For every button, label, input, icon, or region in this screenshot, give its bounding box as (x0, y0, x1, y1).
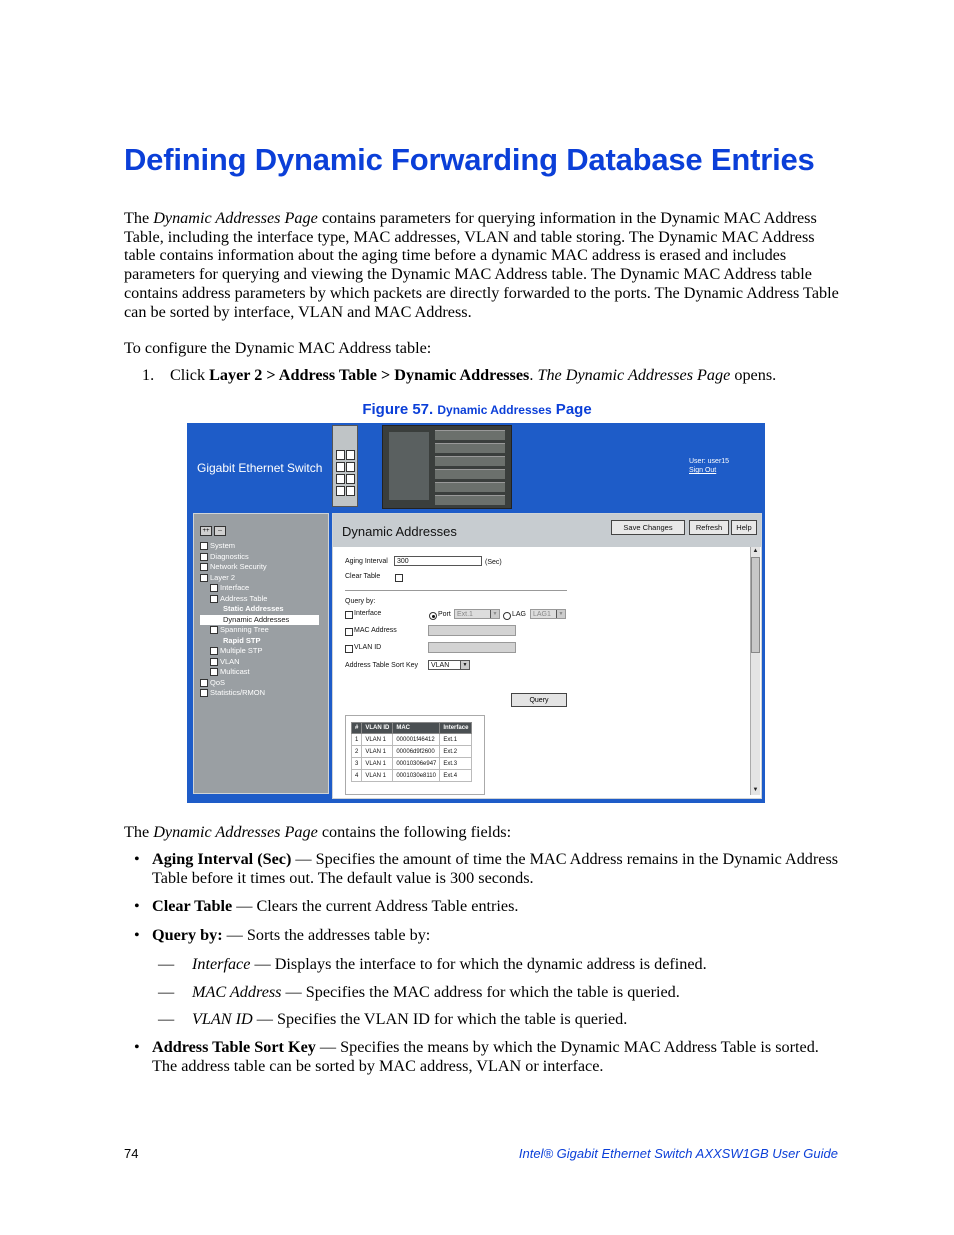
switch-brand: Gigabit Ethernet Switch (197, 461, 323, 475)
port-select[interactable]: Ext.1 ▼ (454, 609, 500, 619)
table-cell: 00010306e947 (393, 758, 440, 770)
tree-item-static-addresses[interactable]: Static Addresses (223, 604, 284, 613)
chassis-row (435, 469, 505, 479)
field-term: Clear Table (152, 897, 233, 916)
table-cell: 0001030e8110 (393, 770, 440, 782)
table-cell: Ext.1 (440, 734, 472, 746)
field-desc: — Sorts the addresses table by: (222, 926, 431, 945)
tree-item-statistics-rmon[interactable]: Statistics/RMON (200, 688, 319, 699)
minus-icon (200, 574, 208, 582)
field-list (124, 850, 844, 1085)
table-row (352, 734, 472, 746)
divider (345, 590, 567, 591)
vlan-id-checkbox[interactable] (345, 645, 353, 653)
step-1 (124, 366, 776, 385)
col-header: Interface (440, 723, 472, 734)
subfield-term: MAC Address (192, 982, 282, 1001)
tree-item-vlan[interactable]: VLAN (200, 657, 319, 668)
col-header: VLAN ID (362, 723, 393, 734)
subfield-term: VLAN ID (192, 1010, 253, 1029)
field-desc: — Specifies the means by which the Dynamic MAC Address Table is sorted. The address table can be sorted by MAC address, VLAN or interface. (152, 1037, 819, 1075)
port-icon (336, 462, 345, 472)
dynamic-addresses-screenshot (187, 423, 765, 803)
plus-icon (210, 647, 218, 655)
tree-item-dynamic-addresses[interactable]: Dynamic Addresses (200, 615, 319, 626)
intro-page-name: Dynamic Addresses Page (153, 209, 318, 227)
subfield-mac (124, 983, 844, 1002)
chassis-row (435, 495, 505, 505)
col-header: MAC (393, 723, 440, 734)
main-header (333, 514, 761, 547)
bullet-icon: • (134, 1037, 140, 1056)
caption-label: Figure 57. (362, 401, 438, 418)
sign-out-link[interactable]: Sign Out (689, 467, 717, 474)
tree-item-diagnostics[interactable]: Diagnostics (200, 552, 319, 563)
table-cell: Ext.3 (440, 758, 472, 770)
lag-select[interactable]: LAG1 ▼ (530, 609, 566, 619)
aging-unit: (Sec) (485, 559, 502, 566)
caption-name: Dynamic Addresses (437, 403, 552, 417)
tree-item-qos[interactable]: QoS (200, 678, 319, 689)
bullet-icon: • (134, 897, 140, 916)
subfield-desc: — Displays the interface to for which the dynamic address is defined. (250, 954, 707, 973)
subfield-interface (124, 955, 844, 974)
page-heading: Defining Dynamic Forwarding Database Entries (124, 142, 815, 177)
dash-icon: — (158, 1010, 175, 1029)
clear-table-checkbox[interactable] (395, 574, 403, 582)
user-label: User: user15 (689, 458, 730, 465)
port-label: Port (438, 611, 451, 618)
table-cell: 2 (352, 746, 362, 758)
caption-suffix: Page (551, 401, 592, 418)
plus-icon (200, 553, 208, 561)
field-sort (124, 1038, 844, 1075)
step-tail: opens. (730, 366, 777, 384)
field-aging (124, 850, 844, 887)
page-number: 74 (124, 1146, 139, 1161)
intro-paragraph (124, 209, 844, 321)
bullet-icon: • (134, 850, 140, 868)
lag-label: LAG (512, 611, 527, 618)
field-clear (124, 897, 844, 916)
field-desc: — Specifies the amount of time the MAC Address remains in the Dynamic Address Table before it times out. The default value is 300 seconds. (152, 850, 839, 887)
bullet-icon: • (134, 926, 140, 945)
fields-intro-after: contains the following fields: (317, 823, 512, 841)
intro-before: The (124, 209, 154, 227)
mac-address-checkbox[interactable] (345, 628, 353, 636)
chassis-row (435, 456, 505, 466)
plus-icon (210, 626, 218, 634)
scroll-thumb[interactable] (751, 557, 760, 653)
address-table-frame (345, 715, 485, 795)
query-by-label: Query by: (345, 598, 376, 605)
plus-icon (200, 542, 208, 550)
table-cell: VLAN 1 (362, 758, 393, 770)
table-cell: Ext.4 (440, 770, 472, 782)
mac-address-label: MAC Address (354, 627, 397, 634)
navigation-tree (200, 541, 319, 699)
step-result: The Dynamic Addresses Page (537, 366, 731, 384)
address-table (351, 722, 472, 782)
mac-address-input[interactable] (428, 625, 516, 636)
tree-item-spanning-tree[interactable]: Spanning Tree (200, 625, 319, 636)
tree-item-multiple-stp[interactable]: Multiple STP (200, 646, 319, 657)
help-button[interactable]: Help (731, 520, 757, 535)
field-query (124, 926, 844, 945)
interface-label: Interface (354, 610, 382, 617)
refresh-button[interactable]: Refresh (689, 520, 729, 535)
fields-intro-page-name: Dynamic Addresses Page (153, 823, 318, 841)
table-row (352, 758, 472, 770)
tree-item-interface[interactable]: Interface (200, 583, 319, 594)
chassis-block (389, 432, 429, 500)
chevron-down-icon: ▼ (490, 610, 499, 618)
plus-icon (210, 658, 218, 666)
plus-icon (210, 668, 218, 676)
switch-front-panel-image (332, 425, 358, 507)
chevron-down-icon: ▼ (460, 661, 469, 669)
vlan-id-input[interactable] (428, 642, 516, 653)
chassis-row (435, 443, 505, 453)
subfield-vlan (124, 1010, 844, 1029)
port-icon (336, 486, 345, 496)
table-cell: 1 (352, 734, 362, 746)
subfield-desc: — Specifies the VLAN ID for which the table is queried. (252, 1010, 628, 1029)
table-cell: VLAN 1 (362, 770, 393, 782)
main-panel (332, 513, 762, 799)
intro-after: contains parameters for querying information in the Dynamic MAC Address Table, including the interface type, MAC addresses, VLAN and table storing. The Dynamic MAC Address table contains information about the aging time before a dynamic MAC address is erased and includes parameters for querying and viewing the Dynamic MAC Address table. The Dynamic MAC Address table contains address parameters by which packets are directly forwarded to the ports. The Dynamic Address Table can be sorted by interface, VLAN and MAC Address. (124, 209, 839, 321)
step-period: . (529, 366, 538, 384)
table-cell: Ext.2 (440, 746, 472, 758)
figure-caption (0, 401, 954, 418)
save-changes-button[interactable]: Save Changes (611, 520, 685, 535)
chassis-row (435, 482, 505, 492)
tree-item-multicast[interactable]: Multicast (200, 667, 319, 678)
field-term: Address Table Sort Key (152, 1037, 316, 1056)
dash-icon: — (158, 954, 175, 973)
port-icon (336, 474, 345, 484)
sort-key-select[interactable]: VLAN ▼ (428, 660, 470, 670)
port-icon (336, 450, 345, 460)
table-cell: 4 (352, 770, 362, 782)
plus-icon (210, 584, 218, 592)
port-icon (346, 450, 355, 460)
expand-all-icon[interactable]: ++ (200, 526, 212, 536)
vertical-scrollbar[interactable] (750, 547, 760, 795)
dash-icon: — (158, 982, 175, 1001)
collapse-all-icon[interactable]: -- (214, 526, 226, 536)
plus-icon (200, 689, 208, 697)
tree-item-address-table[interactable]: Address Table (200, 594, 319, 605)
field-term: Query by: (152, 926, 223, 945)
step-number: 1. (142, 366, 155, 384)
interface-checkbox[interactable] (345, 611, 353, 619)
col-header: # (352, 723, 362, 734)
vlan-id-label: VLAN ID (354, 644, 382, 651)
chassis-image (382, 425, 512, 509)
scroll-down-icon[interactable]: ▼ (752, 787, 759, 793)
table-row (352, 770, 472, 782)
minus-icon (210, 595, 218, 603)
tree-item-network-security[interactable]: Network Security (200, 562, 319, 573)
step-click: Click (170, 366, 210, 384)
plus-icon (200, 563, 208, 571)
fields-intro (124, 823, 844, 842)
navigation-panel (193, 513, 329, 794)
step-path: Layer 2 > Address Table > Dynamic Addresses (209, 366, 530, 384)
port-icon (346, 462, 355, 472)
subfield-desc: — Specifies the MAC address for which the table is queried. (281, 982, 680, 1001)
chevron-down-icon: ▼ (556, 610, 565, 618)
tree-item-system[interactable]: System (200, 541, 319, 552)
chassis-row (435, 430, 505, 440)
table-cell: VLAN 1 (362, 746, 393, 758)
field-desc: — Clears the current Address Table entries. (232, 897, 519, 916)
user-info (689, 457, 729, 475)
port-radio[interactable] (429, 612, 437, 620)
aging-interval-label: Aging Interval (345, 558, 388, 565)
aging-interval-input[interactable]: 300 (394, 556, 482, 566)
table-cell: 000001f46412 (393, 734, 440, 746)
clear-table-label: Clear Table (345, 573, 381, 580)
subfield-term: Interface (192, 954, 251, 973)
table-cell: 3 (352, 758, 362, 770)
table-row (352, 746, 472, 758)
panel-title: Dynamic Addresses (342, 524, 457, 539)
tree-controls (200, 519, 228, 537)
sort-key-label: Address Table Sort Key (345, 662, 419, 669)
fields-intro-before: The (124, 823, 154, 841)
table-cell: 00006d9f2600 (393, 746, 440, 758)
footer-title: Intel® Gigabit Ethernet Switch AXXSW1GB User Guide (518, 1146, 838, 1161)
port-icon (346, 486, 355, 496)
port-icon (346, 474, 355, 484)
table-header-row (352, 723, 472, 734)
tree-item-rapid-stp[interactable]: Rapid STP (223, 635, 261, 645)
lag-radio[interactable] (503, 612, 511, 620)
scroll-up-icon[interactable]: ▲ (752, 548, 759, 554)
plus-icon (200, 679, 208, 687)
field-term: Aging Interval (Sec) (152, 850, 292, 868)
query-button[interactable]: Query (511, 693, 567, 707)
configure-text: To configure the Dynamic MAC Address table: (124, 339, 432, 357)
tree-item-layer-2[interactable]: Layer 2 (200, 573, 319, 584)
table-cell: VLAN 1 (362, 734, 393, 746)
